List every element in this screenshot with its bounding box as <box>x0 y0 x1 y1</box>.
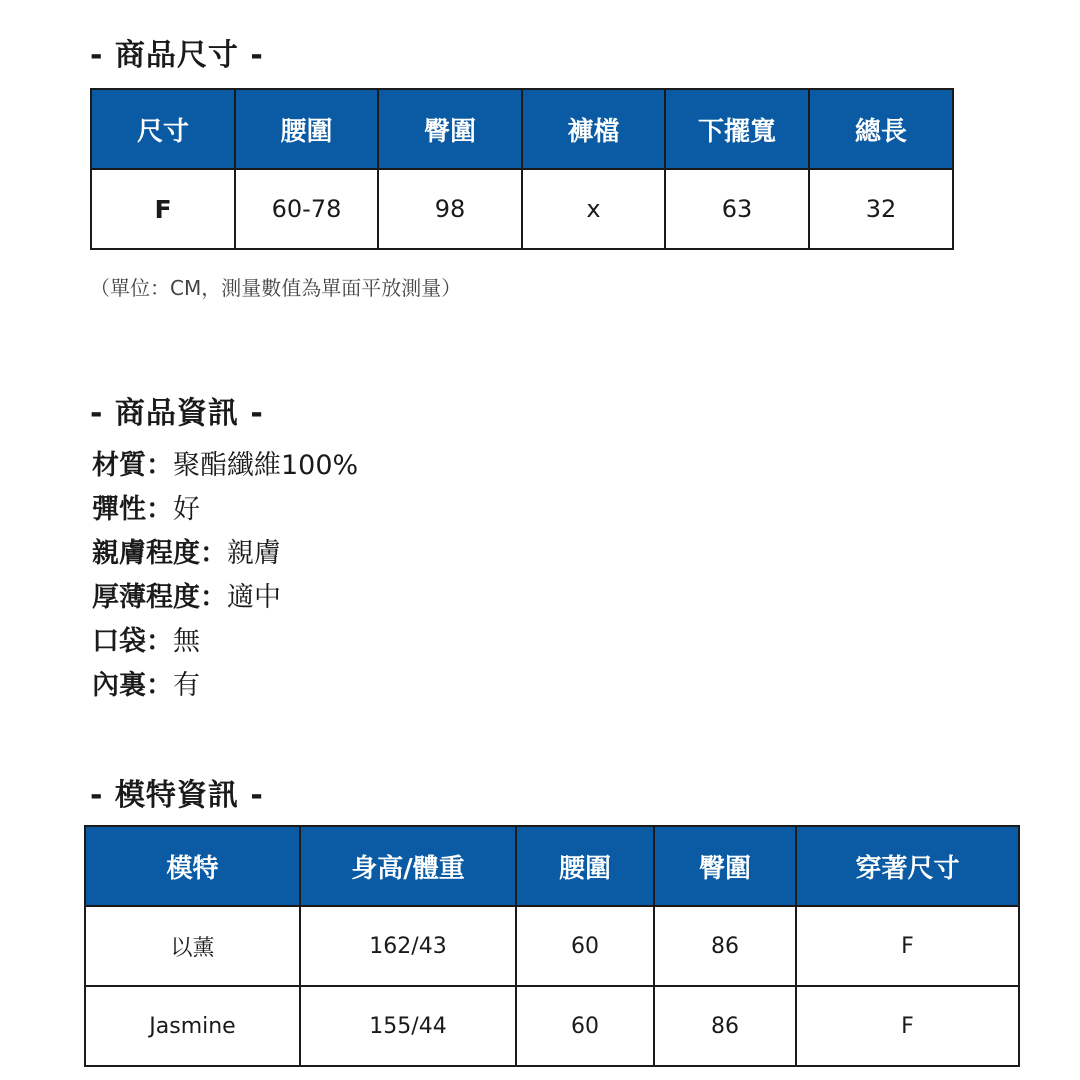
model-cell-name: Jasmine <box>85 986 300 1066</box>
model-header-height-weight: 身高/體重 <box>300 826 516 906</box>
info-label-material: 材質： <box>92 450 173 481</box>
product-info-list <box>92 444 358 708</box>
measurement-note: （單位：CM，測量數值為單面平放測量） <box>90 276 462 300</box>
table-row <box>85 906 1019 986</box>
model-table <box>84 825 1020 1067</box>
size-cell-waist: 60-78 <box>235 169 378 249</box>
info-label-skin-friendliness: 親膚程度： <box>92 538 227 569</box>
size-section-title: - 商品尺寸 - <box>90 38 264 73</box>
size-cell-hip: 98 <box>378 169 522 249</box>
info-label-thickness: 厚薄程度： <box>92 582 227 613</box>
model-cell-wearing-size: F <box>796 986 1019 1066</box>
model-header-wearing-size: 穿著尺寸 <box>796 826 1019 906</box>
info-section-title: - 商品資訊 - <box>90 396 264 431</box>
list-item <box>92 576 358 620</box>
size-header-waist: 腰圍 <box>235 89 378 169</box>
list-item <box>92 532 358 576</box>
model-section-title: - 模特資訊 - <box>90 778 264 813</box>
list-item <box>92 488 358 532</box>
model-cell-name: 以薰 <box>85 906 300 986</box>
info-label-lining: 內裏： <box>92 670 173 701</box>
info-value-thickness: 適中 <box>227 582 281 613</box>
table-row <box>85 986 1019 1066</box>
model-cell-hip: 86 <box>654 986 796 1066</box>
model-table-header-row <box>85 826 1019 906</box>
size-header-crotch: 褲檔 <box>522 89 665 169</box>
model-header-model: 模特 <box>85 826 300 906</box>
size-header-length: 總長 <box>809 89 953 169</box>
info-value-elasticity: 好 <box>173 494 200 525</box>
info-value-material: 聚酯纖維100% <box>173 450 359 481</box>
size-cell-hem-width: 63 <box>665 169 809 249</box>
size-header-hem-width: 下擺寬 <box>665 89 809 169</box>
list-item <box>92 664 358 708</box>
model-cell-waist: 60 <box>516 986 654 1066</box>
size-cell-size: F <box>91 169 235 249</box>
model-cell-height-weight: 162/43 <box>300 906 516 986</box>
size-table <box>90 88 954 250</box>
size-header-size: 尺寸 <box>91 89 235 169</box>
size-table-header-row <box>91 89 953 169</box>
model-cell-height-weight: 155/44 <box>300 986 516 1066</box>
info-value-lining: 有 <box>173 670 200 701</box>
list-item <box>92 444 358 488</box>
size-cell-crotch: x <box>522 169 665 249</box>
model-cell-wearing-size: F <box>796 906 1019 986</box>
size-cell-length: 32 <box>809 169 953 249</box>
model-header-hip: 臀圍 <box>654 826 796 906</box>
table-row <box>91 169 953 249</box>
list-item <box>92 620 358 664</box>
info-label-pocket: 口袋： <box>92 626 173 657</box>
info-value-pocket: 無 <box>173 626 200 657</box>
model-cell-hip: 86 <box>654 906 796 986</box>
model-header-waist: 腰圍 <box>516 826 654 906</box>
info-value-skin-friendliness: 親膚 <box>227 538 281 569</box>
size-header-hip: 臀圍 <box>378 89 522 169</box>
info-label-elasticity: 彈性： <box>92 494 173 525</box>
model-cell-waist: 60 <box>516 906 654 986</box>
